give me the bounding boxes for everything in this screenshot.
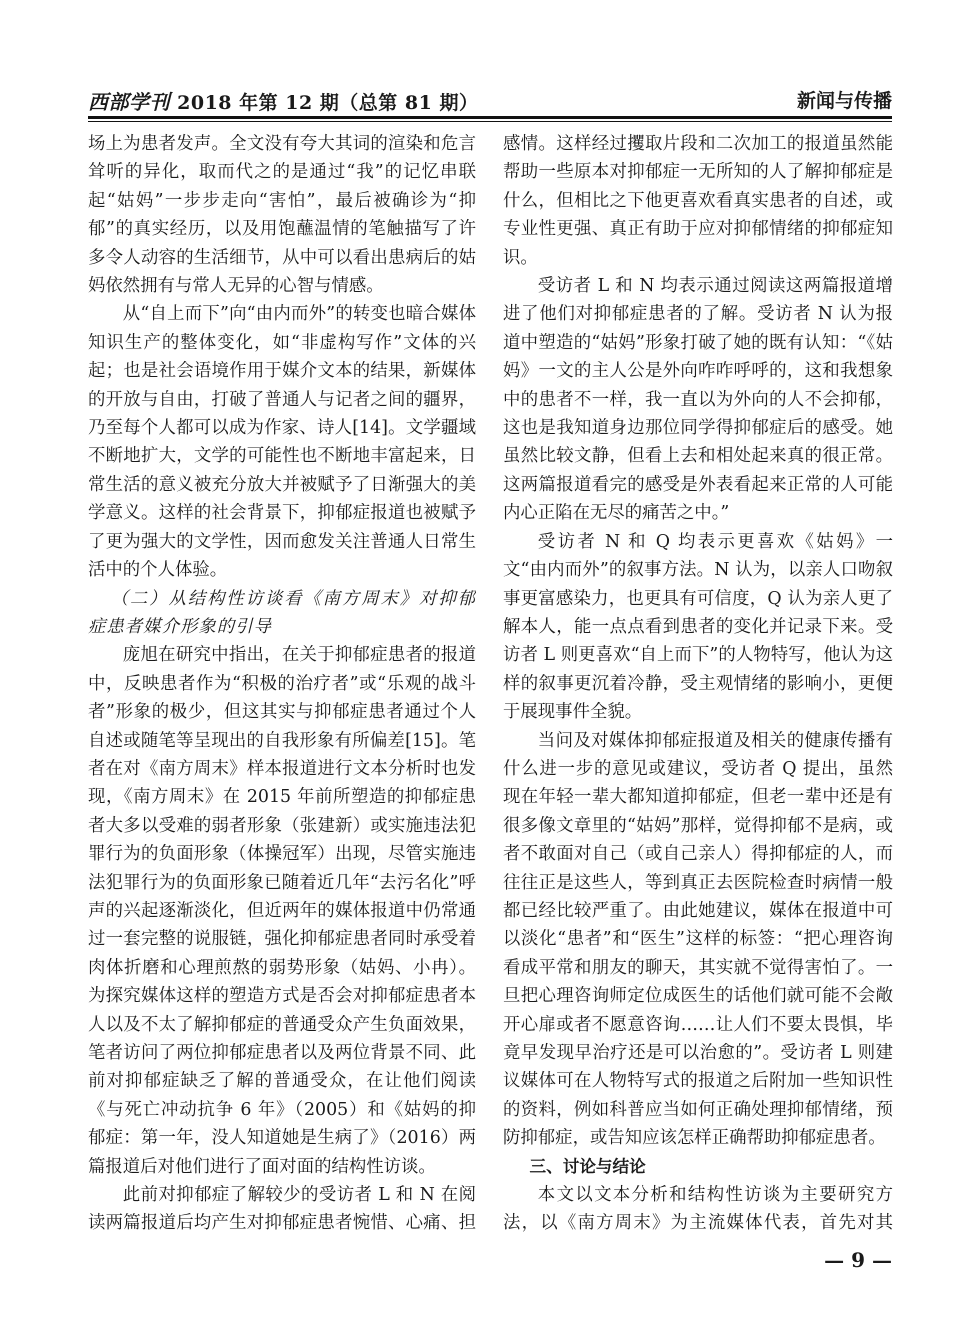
left-column [88,130,476,1240]
paragraph: 场上为患者发声。全文没有夸大其词的渲染和危言耸听的异化，取而代之的是通过“我”的记忆串联起“姑妈”一步步走向“害怕”，最后被确诊为“抑郁”的真实经历，以及用饱蘸温情的笔触描写了许多令人动容的生活细节，从中可以看出患病后的姑妈依然拥有与常人无异的心智与情感。 [88,134,476,297]
section-label: 新闻与传播 [796,90,892,112]
header-rule-thick [88,116,892,119]
right-column [503,130,893,1240]
paragraph: 从“自上而下”向“由内而外”的转变也暗合媒体知识生产的整体变化，如“非虚构写作”文体的兴起；也是社会语境作用于媒介文本的结果，新媒体的开放与自由，打破了普通人与记者之间的疆界，乃至每个人都可以成为作家、诗人[14]。文学疆域不断地扩大，文学的可能性也不断地丰富起来，日常生活的意义被充分放大并被赋予了日渐强大的美学意义。这样的社会背景下，抑郁症报道也被赋予了更为强大的文学性，因而愈发关注普通人日常生活中的个人体验。 [88,304,476,581]
paragraph: 受访者 L 和 N 均表示通过阅读这两篇报道增进了他们对抑郁症患者的了解。受访者 N 认为报道中塑造的“姑妈”形象打破了她的既有认知：“《姑妈》一文的主人公是外向咋咋呼呼的，这和我想象中的患者不一样，我一直以为外向的人不会抑郁，这也是我知道身边那位同学得抑郁症后的感受。她虽然比较文静，但看上去和相处起来真的很正常。这两篇报道看完的感受是外表看起来正常的人可能内心正陷在无尽的痛苦之中。” [503,276,893,524]
running-header [88,86,892,116]
page-number: — 9 — [824,1248,892,1272]
subsection-heading: （二）从结构性访谈看《南方周末》对抑郁症患者媒介形象的引导 [88,588,476,637]
journal-title: 西部学刊 [88,90,170,114]
issue-info: 2018 年第 12 期（总第 81 期） [177,92,479,114]
paragraph: 受访者 N 和 Q 均表示更喜欢《姑妈》一文“由内而外”的叙事方法。N 认为，以亲人口吻叙事更富感染力，也更具有可信度，Q 认为亲人更了解本人，能一点点看到患者的变化并记录下来。受访者 L 则更喜欢“自上而下”的人物特写，他认为这样的叙事更沉着冷静，受主观情绪的影响小，更便于展现事件全貌。 [503,531,893,723]
paragraph: 本文以文本分析和结构性访谈为主要研究方法，以《南方周末》为主流媒体代表，首先对其 [503,1185,893,1234]
paragraph: 当问及对媒体抑郁症报道及相关的健康传播有什么进一步的意见或建议，受访者 Q 提出，虽然现在年轻一辈大都知道抑郁症，但老一辈中还是有很多像文章里的“姑妈”那样，觉得抑郁不是病，或者不敢面对自己（或自己亲人）得抑郁症的人，而往往正是这些人，等到真正去医院检查时病情一般都已经比较严重了。由此她建议，媒体在报道中可以淡化“患者”和“医生”这样的标签：“把心理咨询看成平常和朋友的聊天，其实就不觉得害怕了。一旦把心理咨询师定位成医生的话他们就可能不会敞开心扉或者不愿意咨询……让人们不要太畏惧，毕竟早发现早治疗还是可以治愈的”。受访者 L 则建议媒体可在人物特写式的报道之后附加一些知识性的资料，例如科普应当如何正确处理抑郁情绪，预防抑郁症，或告知应该怎样正确帮助抑郁症患者。 [503,730,893,1149]
paragraph: 感情。这样经过攫取片段和二次加工的报道虽然能帮助一些原本对抑郁症一无所知的人了解抑郁症是什么，但相比之下他更喜欢看真实患者的自述，或专业性更强、真正有助于应对抑郁情绪的抑郁症知识。 [503,134,893,268]
paragraph: 此前对抑郁症了解较少的受访者 L 和 N 在阅读两篇报道后均产生对抑郁症患者惋惜、心痛、担 [88,1185,476,1234]
paragraph: 庞旭在研究中指出，在关于抑郁症患者的报道中，反映患者作为“积极的治疗者”或“乐观的战斗者”形象的极少，但这其实与抑郁症患者通过个人自述或随笔等呈现出的自我形象有所偏差[15]。笔者在对《南方周末》样本报道进行文本分析时也发现，《南方周末》在 2015 年前所塑造的抑郁症患者大多以受难的弱者形象（张建新）或实施违法犯罪行为的负面形象（体操冠军）出现，尽管实施违法犯罪行为的负面形象已随着近几年“去污名化”呼声的兴起逐渐淡化，但近两年的媒体报道中仍常通过一套完整的说服链，强化抑郁症患者同时承受着肉体折磨和心理煎熬的弱势形象（姑妈、小冉）。为探究媒体这样的塑造方式是否会对抑郁症患者本人以及不太了解抑郁症的普通受众产生负面效果，笔者访问了两位抑郁症患者以及两位背景不同、此前对抑郁症缺乏了解的普通受众，在让他们阅读《与死亡冲动抗争 6 年》（2005）和《姑妈的抑郁症：第一年，没人知道她是生病了》（2016）两篇报道后对他们进行了面对面的结构性访谈。 [88,645,476,1177]
journal-info [88,86,478,115]
section-heading: 三、讨论与结论 [529,1156,646,1176]
header-rule-thin [88,121,892,122]
